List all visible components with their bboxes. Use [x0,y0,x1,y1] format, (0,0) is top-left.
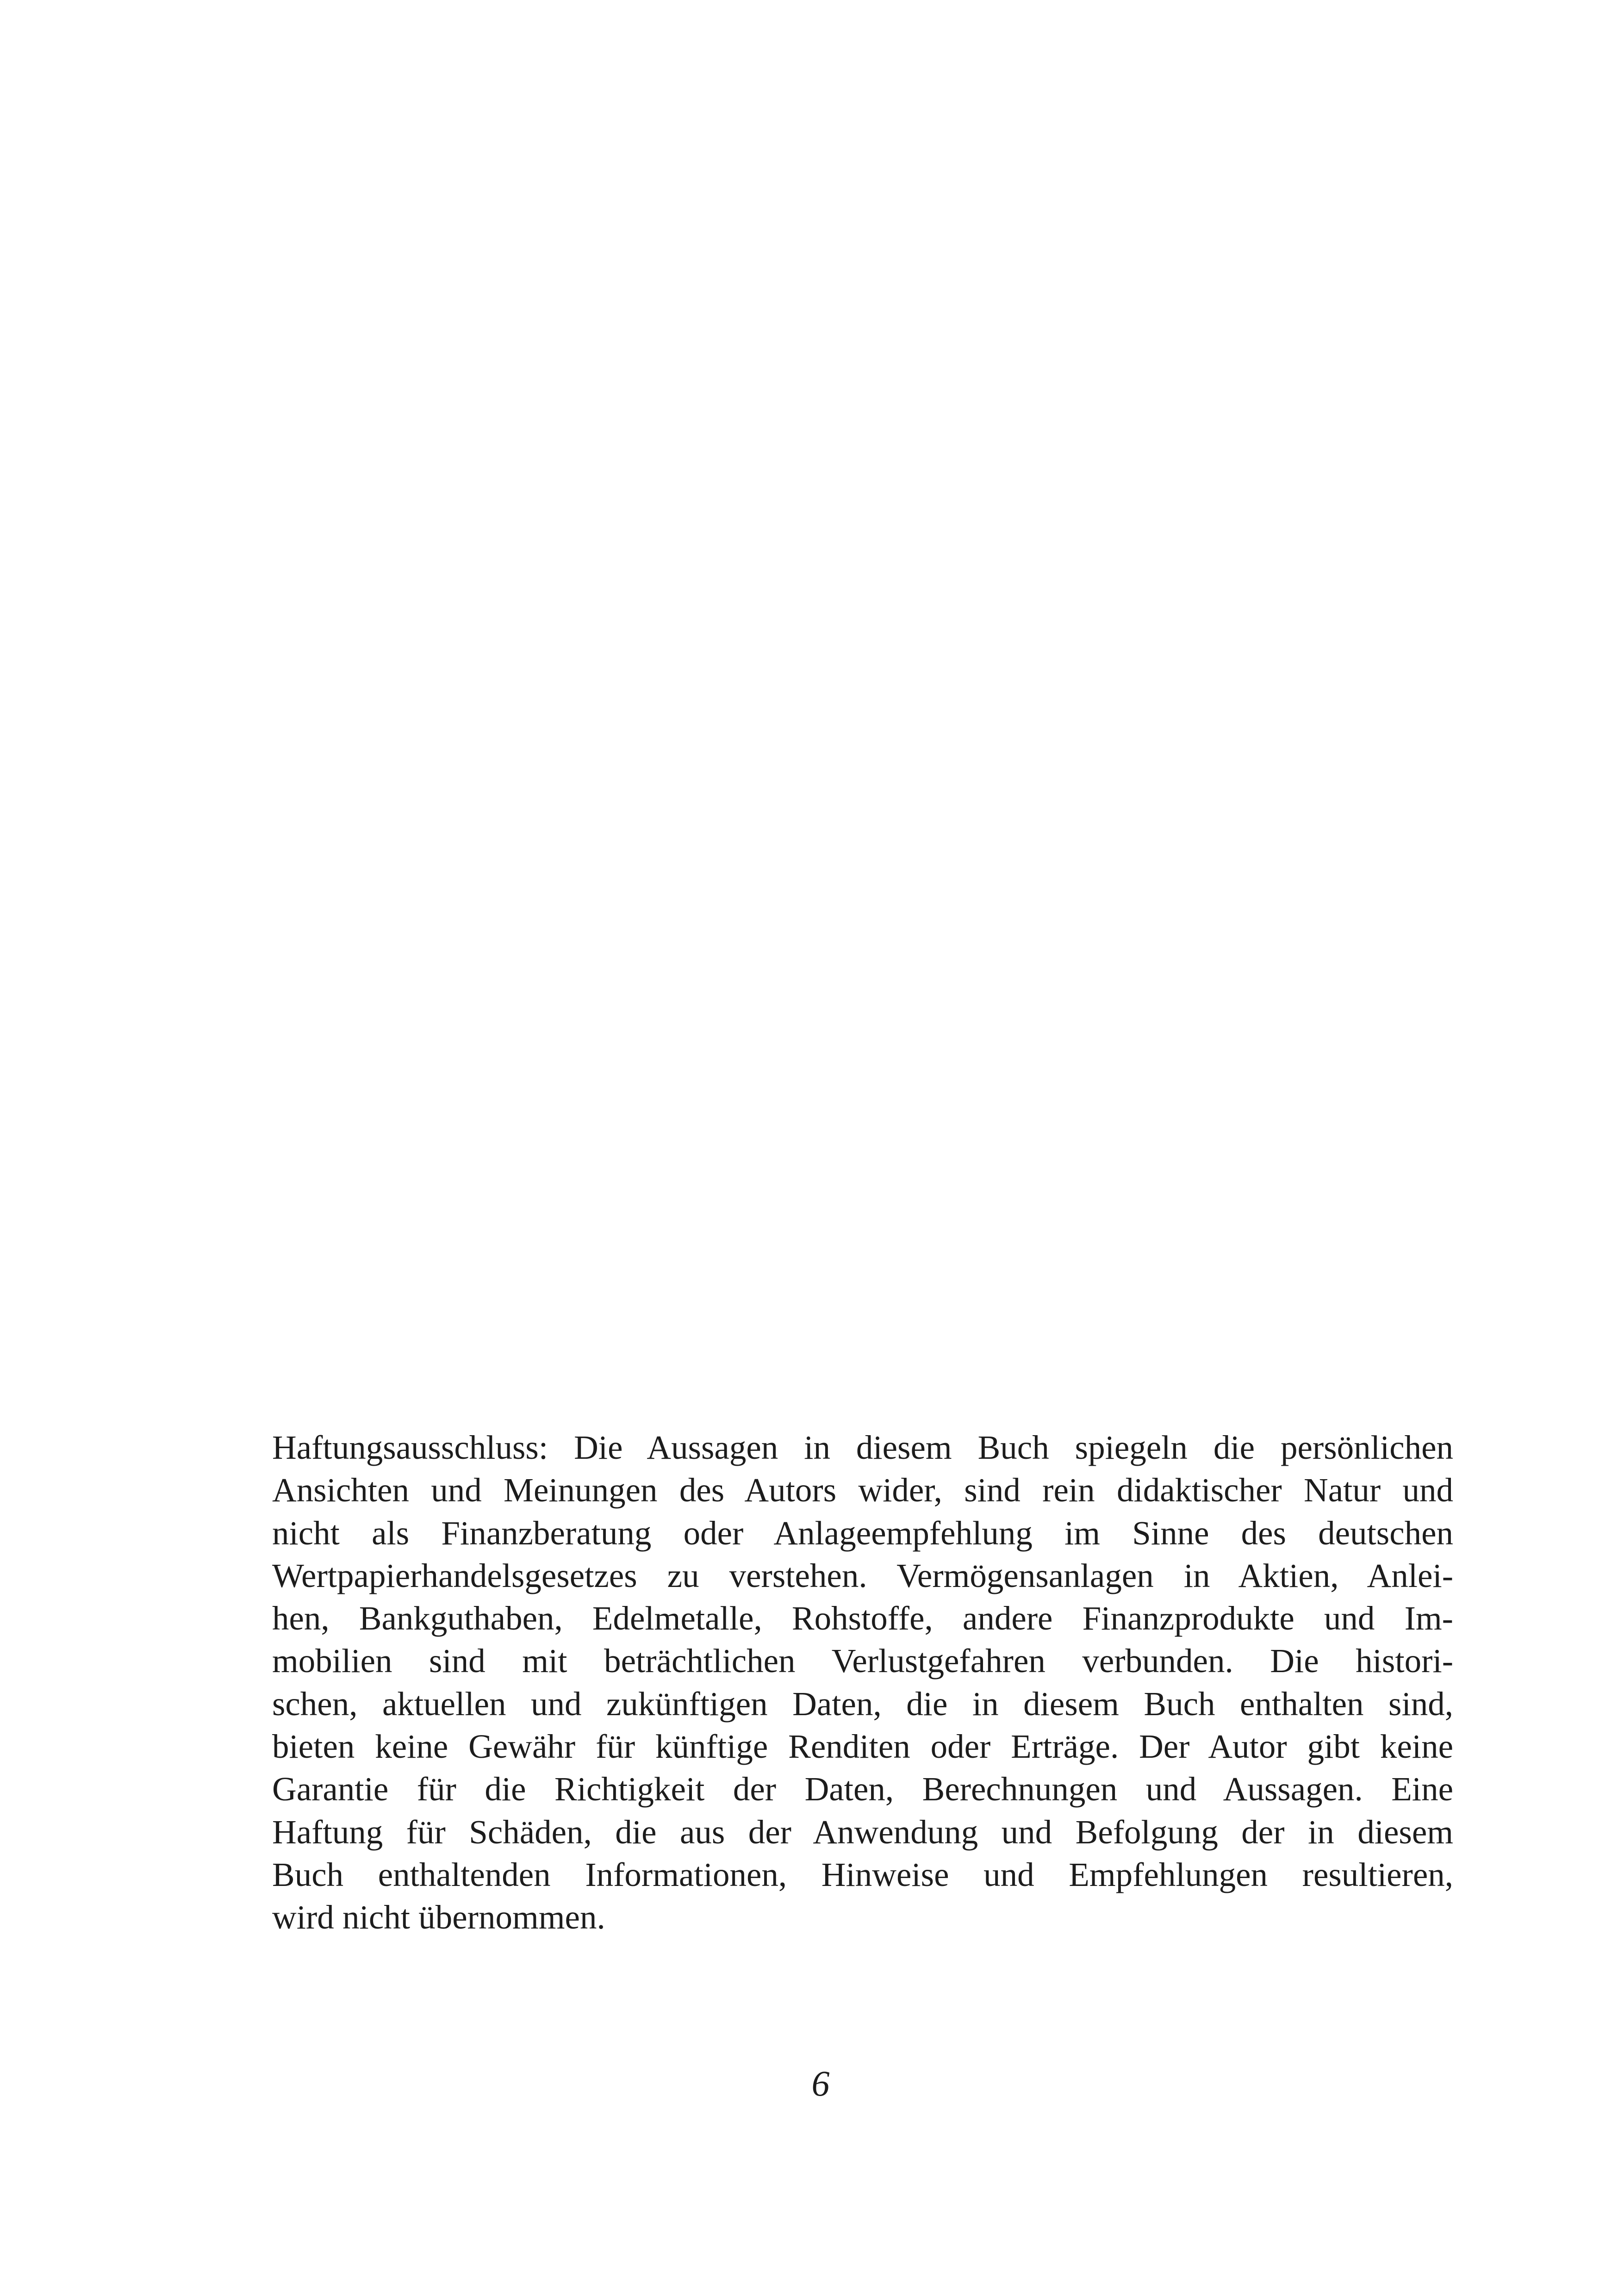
disclaimer-line: Ansichten und Meinungen des Autors wider, sind rein didaktischer Natur und [272,1471,1453,1509]
disclaimer-line: Haftung für Schäden, die aus der Anwendung und Befolgung der in diesem [272,1813,1453,1851]
disclaimer-line: bieten keine Gewähr für künftige Renditen oder Erträge. Der Autor gibt keine [272,1728,1453,1766]
disclaimer-paragraph [272,1426,1453,1939]
disclaimer-line: Wertpapierhandelsgesetzes zu verstehen. Vermögensanlagen in Aktien, Anlei- [272,1556,1453,1594]
disclaimer-line: Garantie für die Richtigkeit der Daten, Berechnungen und Aussagen. Eine [272,1770,1453,1808]
disclaimer-line: schen, aktuellen und zukünftigen Daten, die in diesem Buch enthalten sind, [272,1685,1453,1723]
disclaimer-line: Haftungsausschluss: Die Aussagen in diesem Buch spiegeln die persönlichen [272,1429,1453,1466]
disclaimer-line: wird nicht übernommen. [272,1898,605,1936]
disclaimer-line: Buch enthaltenden Informationen, Hinweise und Empfehlungen resultieren, [272,1855,1453,1893]
disclaimer-line: nicht als Finanzberatung oder Anlageempfehlung im Sinne des deutschen [272,1514,1453,1552]
disclaimer-line: mobilien sind mit beträchtlichen Verlustgefahren verbunden. Die histori- [272,1642,1453,1680]
disclaimer-line: hen, Bankguthaben, Edelmetalle, Rohstoffe, andere Finanzprodukte und Im- [272,1599,1453,1637]
page-number: 6 [811,2063,830,2103]
